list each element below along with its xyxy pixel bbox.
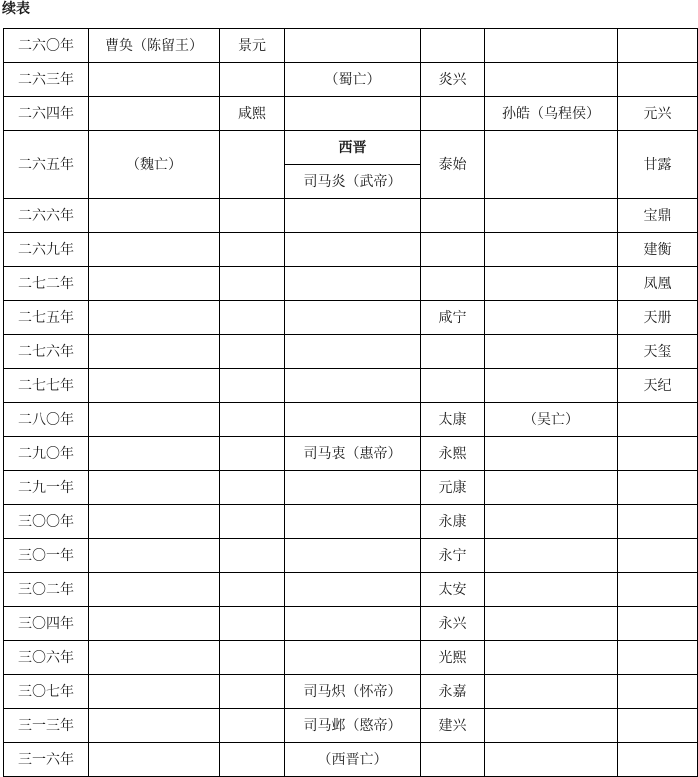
wu-era-cell: 甘露 [618,131,698,199]
wu-ruler-cell [485,267,618,301]
wei-ruler-cell [89,199,220,233]
table-row [4,709,698,743]
table-row [4,29,698,63]
year-cell: 二六四年 [4,97,89,131]
wu-ruler-cell [485,437,618,471]
jin-era-cell: 泰始 [421,131,485,199]
jin-ruler-cell: （蜀亡） [285,63,421,97]
year-cell: 二六〇年 [4,29,89,63]
wu-era-cell [618,29,698,63]
wu-ruler-cell [485,573,618,607]
wu-ruler-cell [485,199,618,233]
wu-era-cell: 天纪 [618,369,698,403]
jin-ruler-cell [285,29,421,63]
year-cell: 二六三年 [4,63,89,97]
wei-era-cell [220,437,285,471]
wu-ruler-cell [485,471,618,505]
wei-ruler-cell [89,743,220,777]
dynasty-heading: 西晋 [285,131,421,165]
year-cell: 二六六年 [4,199,89,233]
table-row [4,267,698,301]
wei-ruler-cell [89,505,220,539]
wei-ruler-cell [89,675,220,709]
wei-ruler-cell [89,233,220,267]
wei-era-cell [220,233,285,267]
wu-ruler-cell: （吴亡） [485,403,618,437]
jin-ruler-cell: 司马炎（武帝） [285,165,421,199]
wu-era-cell: 凤凰 [618,267,698,301]
wu-ruler-cell [485,675,618,709]
wu-ruler-cell [485,301,618,335]
year-cell: 二六五年 [4,131,89,199]
jin-era-cell: 永康 [421,505,485,539]
wei-ruler-cell [89,573,220,607]
wu-ruler-cell [485,539,618,573]
jin-ruler-cell [285,369,421,403]
wei-ruler-cell: （魏亡） [89,131,220,199]
wei-era-cell [220,301,285,335]
jin-ruler-cell: （西晋亡） [285,743,421,777]
jin-era-cell [421,267,485,301]
wei-era-cell [220,641,285,675]
wei-era-cell [220,335,285,369]
chronology-table [3,28,698,777]
jin-ruler-cell [285,267,421,301]
wei-era-cell [220,505,285,539]
table-row [4,471,698,505]
year-cell: 三一六年 [4,743,89,777]
wu-era-cell: 元兴 [618,97,698,131]
jin-ruler-cell [285,539,421,573]
wei-era-cell [220,369,285,403]
wei-era-cell [220,471,285,505]
year-cell: 二六九年 [4,233,89,267]
table-row [4,63,698,97]
table-row [4,199,698,233]
wei-ruler-cell [89,709,220,743]
wu-ruler-cell [485,505,618,539]
jin-era-cell: 永兴 [421,607,485,641]
wei-ruler-cell [89,437,220,471]
wei-era-cell [220,63,285,97]
jin-era-cell: 光熙 [421,641,485,675]
wu-ruler-cell: 孙皓（乌程侯） [485,97,618,131]
year-cell: 二八〇年 [4,403,89,437]
wei-era-cell [220,743,285,777]
year-cell: 二九〇年 [4,437,89,471]
wei-era-cell [220,131,285,199]
jin-ruler-cell [285,641,421,675]
jin-era-cell: 永宁 [421,539,485,573]
wei-ruler-cell [89,539,220,573]
table-row [4,505,698,539]
wei-era-cell [220,607,285,641]
jin-ruler-cell: 司马邺（愍帝） [285,709,421,743]
year-cell: 二七五年 [4,301,89,335]
jin-ruler-cell [285,199,421,233]
wei-ruler-cell [89,641,220,675]
table-row [4,607,698,641]
wu-era-cell [618,607,698,641]
jin-ruler-cell [285,233,421,267]
wu-ruler-cell [485,63,618,97]
year-cell: 三〇四年 [4,607,89,641]
table-caption: 续表 [2,1,30,17]
wu-era-cell: 天册 [618,301,698,335]
wu-era-cell: 建衡 [618,233,698,267]
wu-era-cell: 宝鼎 [618,199,698,233]
jin-ruler-cell [285,335,421,369]
jin-ruler-cell [285,471,421,505]
wei-ruler-cell: 曹奂（陈留王） [89,29,220,63]
jin-era-cell: 永嘉 [421,675,485,709]
wei-ruler-cell [89,607,220,641]
wu-era-cell [618,641,698,675]
jin-ruler-cell [285,505,421,539]
jin-era-cell: 永熙 [421,437,485,471]
year-cell: 三一三年 [4,709,89,743]
year-cell: 二七二年 [4,267,89,301]
table-row [4,743,698,777]
jin-ruler-cell [285,301,421,335]
wei-era-cell [220,539,285,573]
jin-era-cell: 元康 [421,471,485,505]
wu-ruler-cell [485,641,618,675]
wei-ruler-cell [89,267,220,301]
jin-era-cell [421,335,485,369]
table-row [4,641,698,675]
wu-ruler-cell [485,233,618,267]
wu-era-cell [618,675,698,709]
wu-era-cell [618,403,698,437]
year-cell: 三〇二年 [4,573,89,607]
wu-era-cell [618,709,698,743]
wu-ruler-cell [485,131,618,199]
wu-era-cell [618,573,698,607]
wu-era-cell [618,63,698,97]
wei-era-cell [220,267,285,301]
jin-era-cell: 太康 [421,403,485,437]
jin-era-cell: 咸宁 [421,301,485,335]
jin-era-cell [421,743,485,777]
wu-era-cell [618,437,698,471]
jin-era-cell [421,369,485,403]
jin-ruler-cell: 司马衷（惠帝） [285,437,421,471]
jin-ruler-cell [285,97,421,131]
wu-era-cell [618,505,698,539]
table-row [4,97,698,131]
year-cell: 三〇一年 [4,539,89,573]
year-cell: 二七七年 [4,369,89,403]
wei-ruler-cell [89,403,220,437]
jin-era-cell [421,199,485,233]
jin-ruler-cell [285,573,421,607]
wei-ruler-cell [89,97,220,131]
table-row [4,233,698,267]
table-row [4,437,698,471]
wei-ruler-cell [89,301,220,335]
year-cell: 三〇七年 [4,675,89,709]
jin-era-cell [421,233,485,267]
wu-era-cell [618,471,698,505]
table-row [4,403,698,437]
wu-ruler-cell [485,607,618,641]
year-cell: 三〇六年 [4,641,89,675]
wu-ruler-cell [485,335,618,369]
wei-era-cell: 景元 [220,29,285,63]
wei-era-cell: 咸熙 [220,97,285,131]
year-cell: 二七六年 [4,335,89,369]
table-row [4,335,698,369]
table-row [4,301,698,335]
year-cell: 二九一年 [4,471,89,505]
wu-era-cell [618,539,698,573]
jin-era-cell [421,29,485,63]
table-row [4,539,698,573]
wei-era-cell [220,403,285,437]
jin-era-cell [421,97,485,131]
jin-ruler-cell [285,607,421,641]
wu-era-cell [618,743,698,777]
wei-era-cell [220,709,285,743]
wu-ruler-cell [485,743,618,777]
jin-era-cell: 炎兴 [421,63,485,97]
table-row [4,573,698,607]
jin-era-cell: 建兴 [421,709,485,743]
wu-ruler-cell [485,369,618,403]
year-cell: 三〇〇年 [4,505,89,539]
jin-era-cell: 太安 [421,573,485,607]
wei-ruler-cell [89,471,220,505]
wei-ruler-cell [89,369,220,403]
wu-ruler-cell [485,709,618,743]
table-row [4,369,698,403]
table-row [4,675,698,709]
wei-era-cell [220,573,285,607]
jin-ruler-cell [285,403,421,437]
table-row [4,131,698,165]
wu-era-cell: 天玺 [618,335,698,369]
wei-ruler-cell [89,63,220,97]
wei-ruler-cell [89,335,220,369]
wei-era-cell [220,675,285,709]
jin-ruler-cell: 司马炽（怀帝） [285,675,421,709]
wei-era-cell [220,199,285,233]
wu-ruler-cell [485,29,618,63]
